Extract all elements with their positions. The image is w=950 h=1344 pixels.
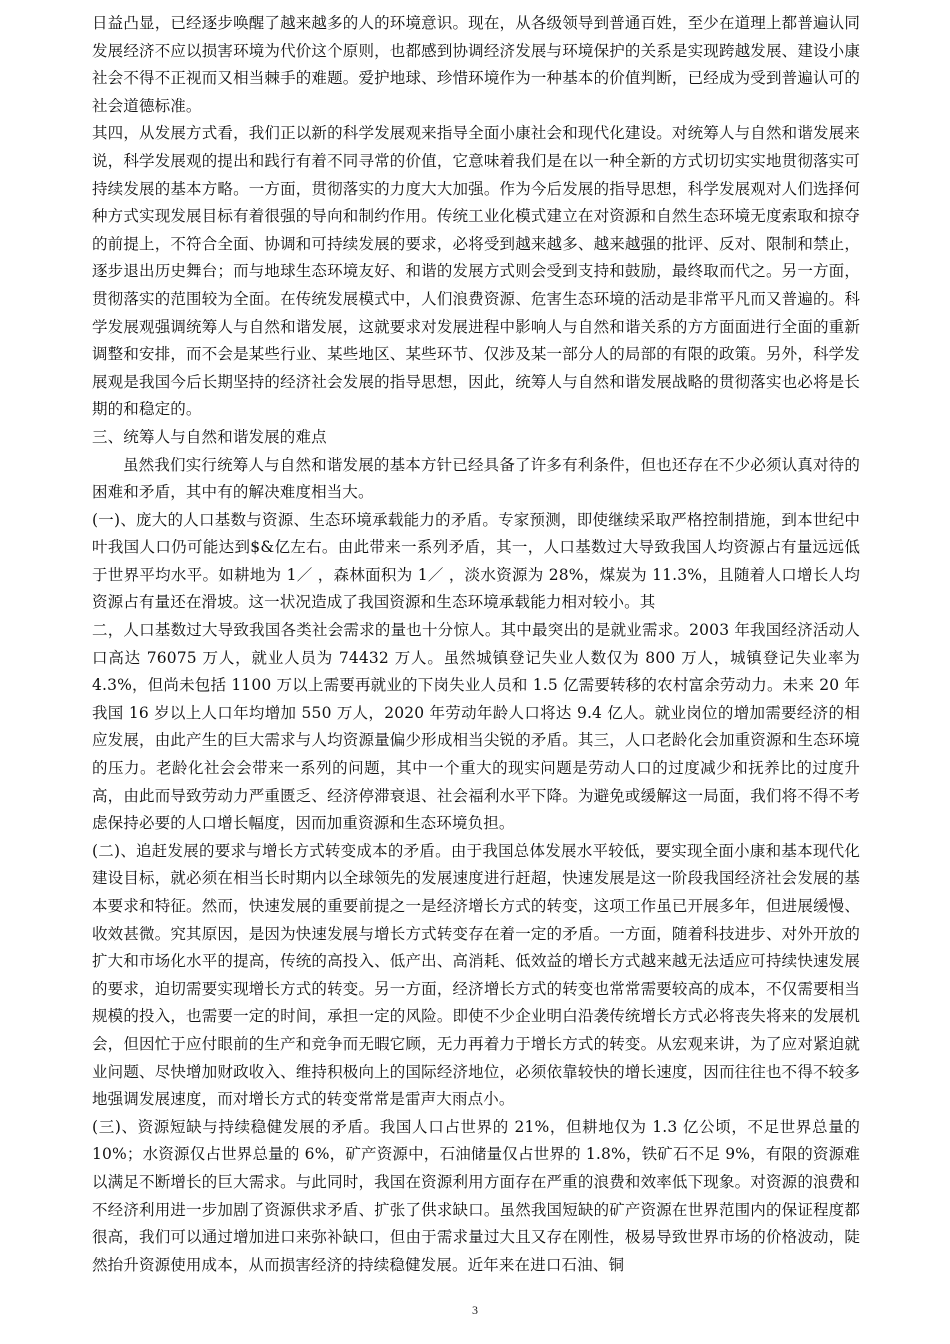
paragraph-difficulties-intro: 虽然我们实行统筹人与自然和谐发展的基本方针已经具备了许多有利条件，但也还存在不少必须认真对待的困难和矛盾，其中有的解决难度相当大。	[92, 455, 860, 502]
paragraph-resource-shortage: (三)、资源短缺与持续稳健发展的矛盾。我国人口占世界的 21%，但耕地仅为 1.3 亿公顷，不足世界总量的 10%；水资源仅占世界总量的 6%，矿产资源中，石油储量仅占世界的 1.8%，铁矿石不足 9%，有限的资源难以满足不断增长的巨大需求。与此同时，我国在资源利用方面存在严重的浪费和效率低下现象。对资源的浪费和不经济利用进一步加剧了资源供求矛盾、扩张了供求缺口。虽然我国短缺的矿产资源在世界范围内的保证程度都很高，我们可以通过增加进口来弥补缺口，但由于需求量过大且又存在刚性，极易导致世界市场的价格波动，陡然抬升资源使用成本，从而损害经济的持续稳健发展。近年来在进口石油、铜	[92, 1117, 860, 1274]
document-body	[92, 10, 860, 1279]
paragraph-population-resources: (一)、庞大的人口基数与资源、生态环境承载能力的矛盾。专家预测，即使继续采取严格控制措施，到本世纪中叶我国人口仍可能达到$&亿左右。由此带来一系列矛盾，其一，人口基数过大导致我国人均资源占有量远远低于世界平均水平。如耕地为 1／ ，森林面积为 1／ ，淡水资源为 28%，煤炭为 11.3%，且随着人口增长人均资源占有量还在滑坡。这一状况造成了我国资源和生态环境承载能力相对较小。其	[92, 510, 860, 612]
paragraph-development-mode: 其四，从发展方式看，我们正以新的科学发展观来指导全面小康社会和现代化建设。对统筹人与自然和谐发展来说，科学发展观的提出和践行有着不同寻常的价值，它意味着我们是在以一种全新的方式切切实实地贯彻落实可持续发展的基本方略。一方面，贯彻落实的力度大大加强。作为今后发展的指导思想，科学发展观对人们选择何种方式实现发展目标有着很强的导向和制约作用。传统工业化模式建立在对资源和自然生态环境无度索取和掠夺的前提上，不符合全面、协调和可持续发展的要求，必将受到越来越多、越来越强的批评、反对、限制和禁止，逐步退出历史舞台；而与地球生态环境友好、和谐的发展方式则会受到支持和鼓励，最终取而代之。另一方面，贯彻落实的范围较为全面。在传统发展模式中，人们浪费资源、危害生态环境的活动是非常平凡而又普遍的。科学发展观强调统筹人与自然和谐发展，这就要求对发展进程中影响人与自然和谐关系的方方面面进行全面的重新调整和安排，而不会是某些行业、某些地区、某些环节、仅涉及某一部分人的局部的有限的政策。另外，科学发展观是我国今后长期坚持的经济社会发展的指导思想，因此，统筹人与自然和谐发展战略的贯彻落实也必将是长期的和稳定的。	[92, 124, 860, 419]
paragraph-growth-mode: (二)、追赶发展的要求与增长方式转变成本的矛盾。由于我国总体发展水平较低，要实现全面小康和基本现代化建设目标，就必须在相当长时期内以全球领先的发展速度进行赶超，快速发展是这一阶段我国经济社会发展的基本要求和特征。然而，快速发展的重要前提之一是经济增长方式的转变，这项工作虽已开展多年，但进展缓慢、收效甚微。究其原因，是因为快速发展与增长方式转变存在着一定的矛盾。一方面，随着科技进步、对外开放的扩大和市场化水平的提高，传统的高投入、低产出、高消耗、低效益的增长方式越来越无法适应可持续快速发展的要求，迫切需要实现增长方式的转变。另一方面，经济增长方式的转变也常常需要较高的成本，不仅需要相当规模的投入，也需要一定的时间，承担一定的风险。即使不少企业明白沿袭传统增长方式必将丧失将来的发展机会，但因忙于应付眼前的生产和竞争而无暇它顾，无力再着力于增长方式的转变。从宏观来讲，为了应对紧迫就业问题、尽快增加财政收入、维持积极向上的国际经济地位，必须依靠较快的增长速度，因而往往也不得不较多地强调发展速度，而对增长方式的转变常常是雷声大雨点小。	[92, 841, 860, 1109]
section-heading-difficulties: 三、统筹人与自然和谐发展的难点	[92, 427, 327, 446]
page-number: 3	[472, 1303, 478, 1317]
paragraph-population-demand: 二，人口基数过大导致我国各类社会需求的量也十分惊人。其中最突出的是就业需求。2003 年我国经济活动人口高达 76075 万人，就业人员为 74432 万人。虽然城镇登记失业人数仅为 800 万人，城镇登记失业率为 4.3%，但尚未包括 1100 万以上需要再就业的下岗失业人员和 1.5 亿需要转移的农村富余劳动力。未来 20 年我国 16 岁以上人口年均增加 550 万人，2020 年劳动年龄人口将达 9.4 亿人。就业岗位的增加需要经济的相应发展，由此产生的巨大需求与人均资源量偏少形成相当尖锐的矛盾。其三，人口老龄化会加重资源和生态环境的压力。老龄化社会会带来一系列的问题，其中一个重大的现实问题是劳动人口的过度减少和抚养比的过度升高，由此而导致劳动力严重匮乏、经济停滞衰退、社会福利水平下降。为避免或缓解这一局面，我们将不得不考虑保持必要的人口增长幅度，因而加重资源和生态环境负担。	[92, 621, 860, 833]
paragraph-environment-awareness: 日益凸显，已经逐步唤醒了越来越多的人的环境意识。现在，从各级领导到普通百姓，至少在道理上都普遍认同发展经济不应以损害环境为代价这个原则，也都感到协调经济发展与环境保护的关系是实现跨越发展、建设小康社会不得不正视而又相当棘手的难题。爱护地球、珍惜环境作为一种基本的价值判断，已经成为受到普遍认可的社会道德标准。	[92, 14, 860, 115]
